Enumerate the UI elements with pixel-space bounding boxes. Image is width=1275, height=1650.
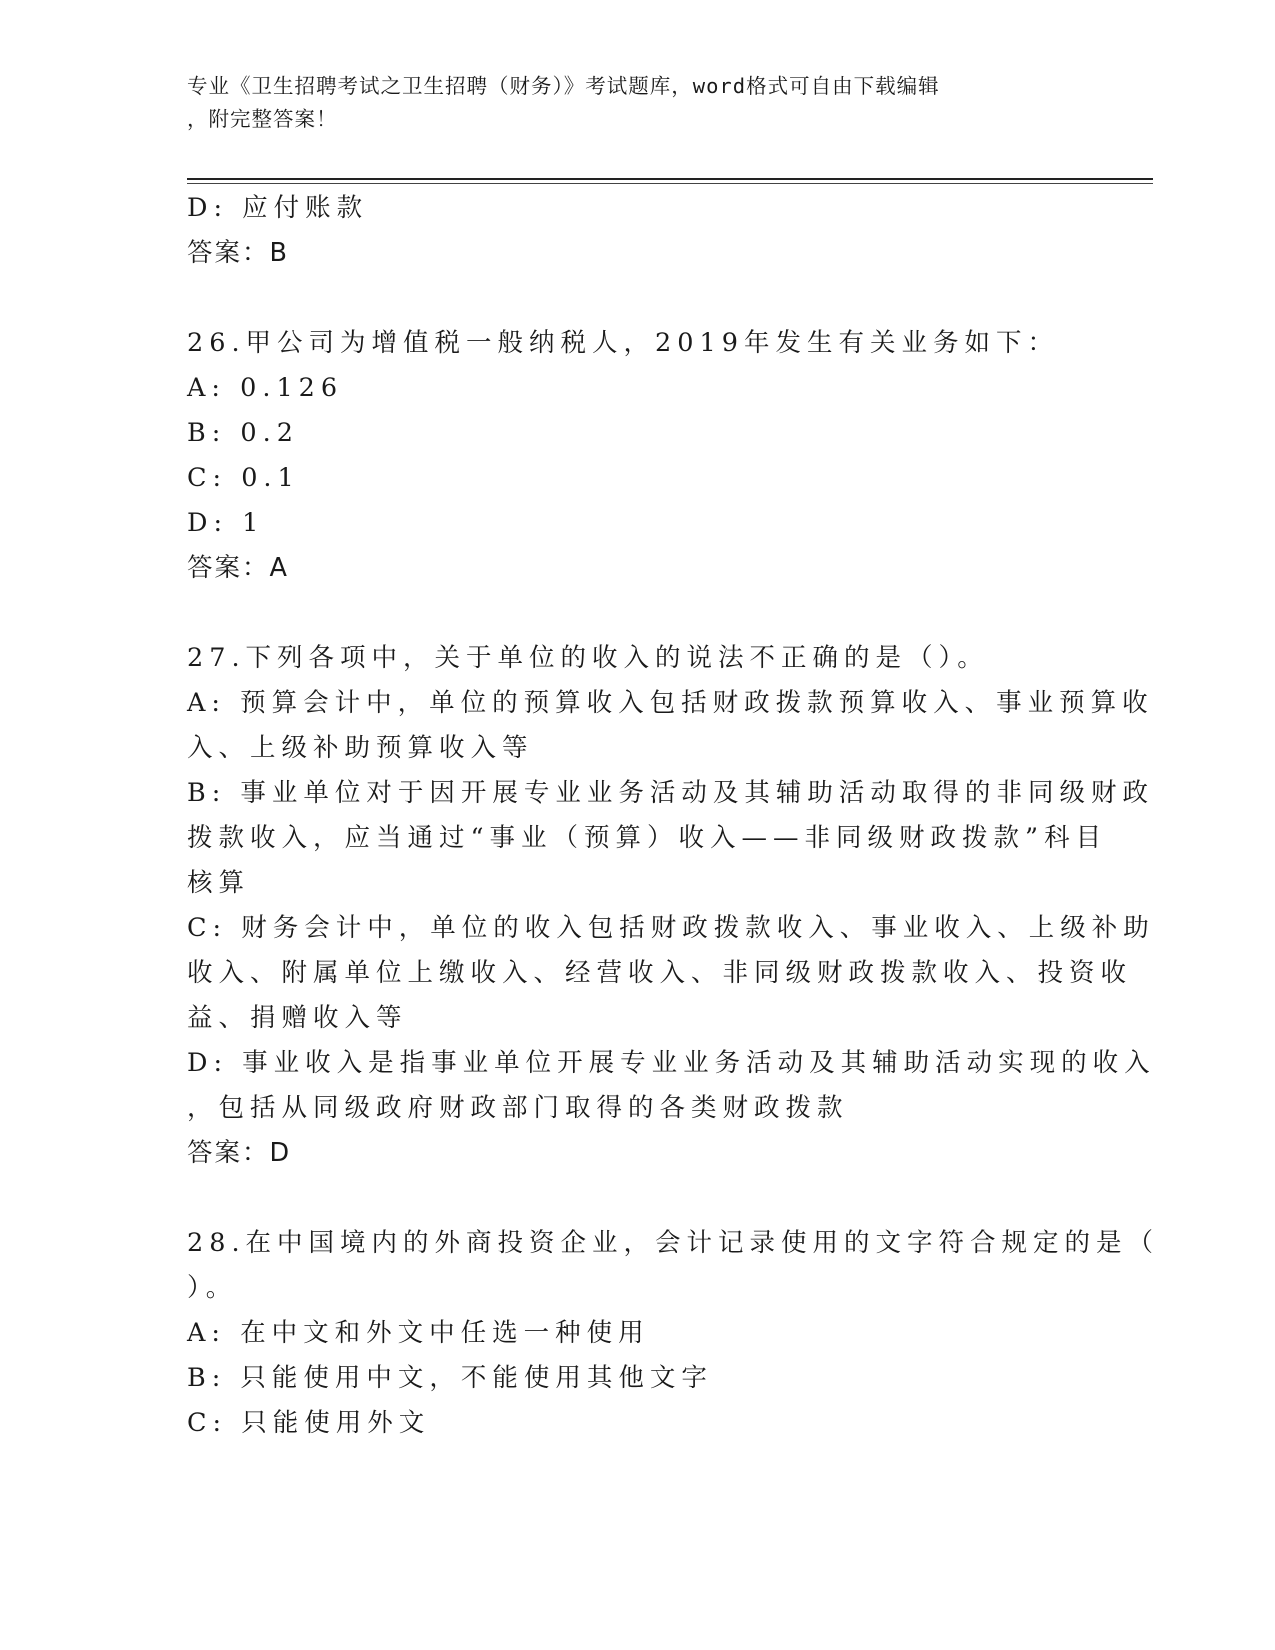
option-line: A: 在中文和外文中任选一种使用 (187, 1318, 650, 1348)
document-header (187, 70, 1067, 136)
option-line: 收入、附属单位上缴收入、经营收入、非同级财政拨款收入、投资收 (187, 958, 1133, 988)
answer-line: 答案：A (187, 553, 289, 583)
header-line: 专业《卫生招聘考试之卫生招聘（财务）》考试题库，word格式可自由下载编辑 (187, 74, 940, 98)
option-line: B: 只能使用中文，不能使用其他文字 (187, 1363, 713, 1393)
option-line: 益、捐赠收入等 (187, 1003, 408, 1033)
question-text: ）。 (187, 1273, 238, 1303)
option-line: B: 事业单位对于因开展专业业务活动及其辅助活动取得的非同级财政 (187, 778, 1154, 808)
question-block-27 (187, 636, 1156, 1176)
question-text: 27.下列各项中，关于单位的收入的说法不正确的是（）。 (187, 643, 989, 673)
spacer (187, 1176, 1087, 1221)
option-line: 入、上级补助预算收入等 (187, 733, 534, 763)
option-line: C: 只能使用外文 (187, 1408, 431, 1438)
question-block-26 (187, 321, 1087, 591)
question-block-28 (187, 1221, 1160, 1446)
option-line: ，包括从同级政府财政部门取得的各类财政拨款 (187, 1093, 849, 1123)
question-text: 28.在中国境内的外商投资企业，会计记录使用的文字符合规定的是（ (187, 1228, 1160, 1258)
spacer (187, 591, 1087, 636)
option-line: D: 事业收入是指事业单位开展专业业务活动及其辅助活动实现的收入 (187, 1048, 1156, 1078)
header-divider (187, 178, 1153, 180)
option-line: 核算 (187, 868, 251, 898)
option-line: B: 0.2 (187, 418, 299, 448)
option-line: C: 0.1 (187, 463, 300, 493)
answer-line: 答案：D (187, 1138, 292, 1168)
answer-line: 答案：B (187, 238, 289, 268)
question-list (187, 186, 1160, 1446)
header-line: ，附完整答案！ (187, 107, 338, 131)
option-line: D: 应付账款 (187, 193, 369, 223)
option-line: C: 财务会计中，单位的收入包括财政拨款收入、事业收入、上级补助 (187, 913, 1155, 943)
option-line: D: 1 (187, 508, 265, 538)
option-line: A: 0.126 (187, 373, 344, 403)
question-text: 26.甲公司为增值税一般纳税人，2019年发生有关业务如下： (187, 328, 1059, 358)
header-divider-thin (187, 183, 1153, 184)
option-line: A: 预算会计中，单位的预算收入包括财政拨款预算收入、事业预算收 (187, 688, 1154, 718)
question-block-25 (187, 186, 1087, 276)
option-line: 拨款收入，应当通过“事业（预算）收入——非同级财政拨款”科目 (187, 823, 1108, 853)
spacer (187, 276, 1087, 321)
